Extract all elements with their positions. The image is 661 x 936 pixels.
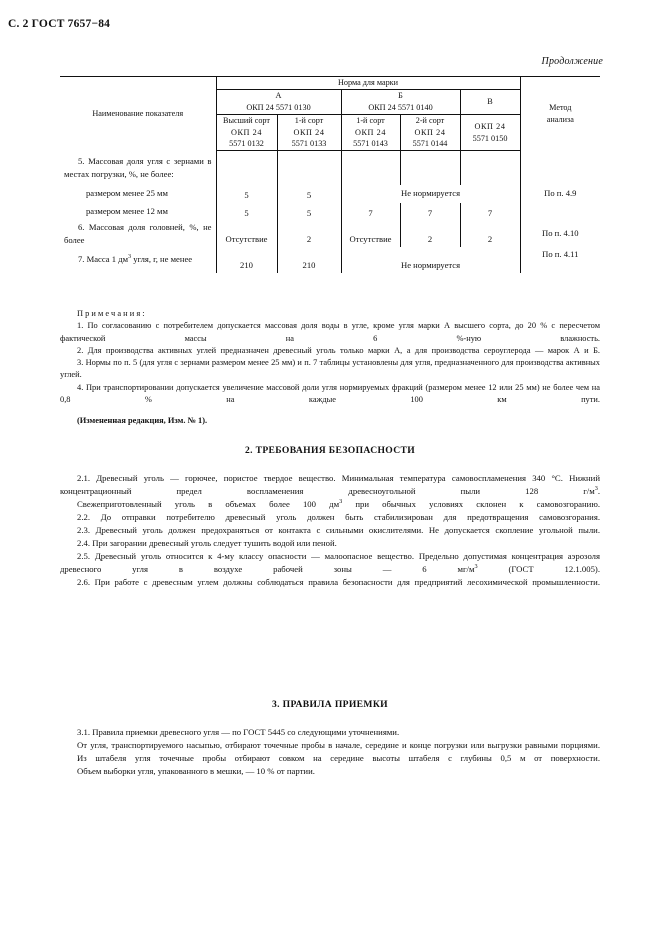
header-grade-3-okp1: ОКП 24 xyxy=(414,127,446,137)
table-row xyxy=(60,221,600,247)
header-grade-0-label: Высший сорт xyxy=(222,115,270,125)
row-6-val-2: Отсутствие xyxy=(341,221,400,247)
header-grade-4-okp2: 5571 0150 xyxy=(472,133,508,143)
section-3-body xyxy=(60,726,600,778)
row-5b-val-4: 7 xyxy=(460,203,520,221)
table-row xyxy=(60,247,600,273)
section-2-body xyxy=(60,472,600,589)
row-6-indicator: 6. Массовая доля головней, %, не более xyxy=(64,221,212,245)
paragraph-2-4: 2.4. При загорании древесный уголь следует тушить водой или пеной. xyxy=(77,538,337,549)
paragraph-3-1d: Объем выборки угля, упакованного в мешки, — 10 % от партии. xyxy=(77,766,315,777)
paragraph-2-6: 2.6. При работе с древесным углем должны соблюдаться правила безопасности для предприятий лесохимической промышленности. xyxy=(77,577,600,588)
note-item-1: 1. По согласованию с потребителем допускается массовая доля воды в угле, кроме угля марки А высшего сорта, до 20 % с пересчетом фактической массы на 6 %-ную влажность. xyxy=(60,321,600,343)
row-7-val-1: 210 xyxy=(277,247,341,273)
paragraph-3-1: 3.1. Правила приемки древесного угля — по ГОСТ 5445 со следующими уточнениями. xyxy=(77,727,400,737)
table-row xyxy=(60,203,600,221)
row-5b-method xyxy=(520,203,600,221)
running-head: С. 2 ГОСТ 7657−84 xyxy=(8,18,111,30)
continuation-label: Продолжение xyxy=(541,56,603,67)
notes-block xyxy=(60,308,600,427)
header-method xyxy=(520,77,600,151)
paragraph-2-2: 2.2. До отправки потребителю древесный уголь должен быть стабилизирован для предотвращения самовозгорания. xyxy=(77,512,600,523)
row-6-val-1: 2 xyxy=(277,221,341,247)
header-mark-v xyxy=(460,89,520,114)
table-header-row-group xyxy=(60,77,600,90)
paragraph-2-5: 2.5. Древесный уголь относится к 4-му классу опасности — малоопасное вещество. Предельно допустимая концентрация аэрозоля древесного угля в воздухе рабочей зоны — 6 $мг/м^3$ (ГОСТ 12.1.005). xyxy=(60,551,600,575)
revision-note: (Измененная редакция, Изм. № 1). xyxy=(77,416,208,426)
header-mark-v-name: В xyxy=(487,96,493,106)
row-5-val-2 xyxy=(341,151,400,185)
header-grade-2-okp1: ОКП 24 xyxy=(354,127,387,137)
row-5-val-3 xyxy=(400,151,460,185)
section-2-title: 2. ТРЕБОВАНИЯ БЕЗОПАСНОСТИ xyxy=(244,445,416,456)
header-mark-a-okp: ОКП 24 5571 0130 xyxy=(246,102,311,112)
header-grade-3 xyxy=(400,114,460,151)
row-5-indicator: 5. Массовая доля угля с зернами в местах погрузки, %, не более: xyxy=(64,155,212,179)
specification-table-wrapper xyxy=(60,76,600,273)
header-method-line2: анализа xyxy=(546,114,574,124)
row-6-method: По п. 4.10 xyxy=(520,221,600,247)
section-3-title-wrap xyxy=(60,698,600,712)
specification-table xyxy=(60,76,600,273)
header-indicator-name: Наименование показателя xyxy=(60,77,216,151)
header-norm-group: Норма для марки xyxy=(216,77,520,90)
paragraph-3-1c: Из штабеля угля точечные пробы отбирают совком на середине высоты штабеля с глубины 0,5 м от поверхности. xyxy=(77,753,600,764)
header-method-line1: Метод xyxy=(549,103,572,113)
row-5a-val-1: 5 xyxy=(277,185,341,203)
row-5a-val-span: Не нормируется xyxy=(341,185,520,203)
row-5b-indicator: размером менее 12 мм xyxy=(86,206,168,217)
note-item-4: 4. При транспортировании допускается увеличение массовой доли угля нормируемых фракций (размером менее 12 или 25 мм) не более чем на 0,8 % на каждые 100 км пути. xyxy=(60,382,600,404)
header-grade-4 xyxy=(460,114,520,151)
row-5a-method: По п. 4.9 xyxy=(520,185,600,203)
header-grade-0-okp2: 5571 0132 xyxy=(229,139,264,149)
header-grade-1-label: 1-й сорт xyxy=(294,115,324,125)
header-mark-a-name: А xyxy=(275,90,282,100)
header-grade-1-okp2: 5571 0133 xyxy=(291,139,327,149)
paragraph-2-3: 2.3. Древесный уголь должен предохраняться от контакта с сильными окислителями. Не допускается скопление угольной пыли. xyxy=(77,525,600,536)
header-grade-3-okp2: 5571 0144 xyxy=(412,139,448,149)
row-7-val-span: Не нормируется xyxy=(341,247,520,273)
header-grade-2-label: 1-й сорт xyxy=(356,115,385,125)
table-row xyxy=(60,151,600,185)
row-5b-val-0: 5 xyxy=(216,203,277,221)
header-grade-3-label: 2-й сорт xyxy=(415,115,445,125)
row-5b-val-3: 7 xyxy=(400,203,460,221)
paragraph-2-1: 2.1. Древесный уголь — горючее, пористое твердое вещество. Минимальная температура самовоспламенения 340 °С. Нижний концентрационный предел воспламенения древесноугольной пыли 128 $г/м^3$. xyxy=(60,473,600,497)
paragraph-3-1b: От угля, транспортируемого насыпью, отбирают точечные пробы в начале, середине и конце погрузки или выгрузки равными порциями. xyxy=(77,740,600,751)
note-item-3: 3. Нормы по п. 5 (для угля с зернами размером менее 25 мм) и п. 7 таблицы установлены для угля, предназначенного для производства активных углей. xyxy=(60,358,600,380)
header-grade-2-okp2: 5571 0143 xyxy=(353,139,388,149)
row-7-method: По п. 4.11 xyxy=(520,247,600,273)
row-5-val-0 xyxy=(216,151,277,185)
row-5b-val-1: 5 xyxy=(277,203,341,221)
row-5-method xyxy=(520,151,600,185)
notes-title: Примечания: xyxy=(77,309,147,318)
header-grade-2 xyxy=(341,114,400,151)
row-5a-val-0: 5 xyxy=(216,185,277,203)
section-2-title-wrap xyxy=(60,444,600,458)
section-3-title: 3. ПРАВИЛА ПРИЕМКИ xyxy=(272,699,388,710)
row-5a-indicator: размером менее 25 мм xyxy=(86,188,168,199)
row-5-val-1 xyxy=(277,151,341,185)
header-grade-0 xyxy=(216,114,277,151)
paragraph-2-1b: Свежеприготовленный уголь в объемах более 100 $дм^3$ при обычных условиях склонен к самовозгоранию. xyxy=(77,498,600,510)
header-grade-0-okp1: ОКП 24 xyxy=(230,127,263,137)
note-item-2: 2. Для производства активных углей предназначен древесный уголь только марки А, а для производства сероуглерода — марок А и Б. xyxy=(77,345,600,355)
row-6-val-4: 2 xyxy=(460,221,520,247)
table-row xyxy=(60,185,600,203)
header-mark-b-okp: ОКП 24 5571 0140 xyxy=(368,102,433,112)
header-grade-4-okp1: ОКП 24 xyxy=(474,121,506,131)
header-grade-1-okp1: ОКП 24 xyxy=(293,127,325,137)
header-mark-b-name: Б xyxy=(398,90,403,100)
row-5-val-4 xyxy=(460,151,520,185)
row-6-val-3: 2 xyxy=(400,221,460,247)
row-7-indicator: 7. Масса 1 $дм^3$ угля, г, не менее xyxy=(78,253,193,265)
header-mark-b xyxy=(341,89,460,114)
row-7-val-0: 210 xyxy=(216,247,277,273)
header-mark-a xyxy=(216,89,341,114)
row-5b-val-2: 7 xyxy=(341,203,400,221)
header-grade-1 xyxy=(277,114,341,151)
row-6-val-0: Отсутствие xyxy=(216,221,277,247)
